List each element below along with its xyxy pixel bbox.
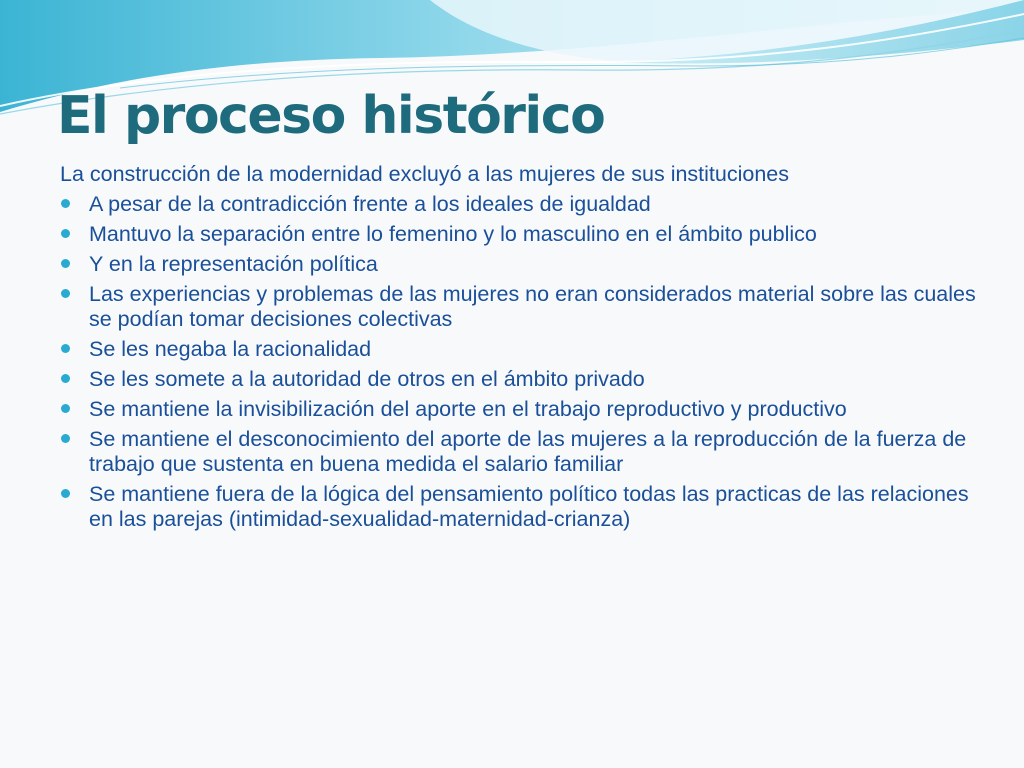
- bullet-dot-icon: [61, 289, 70, 298]
- bullet-text: Las experiencias y problemas de las mujeres no eran considerados material sobre las cuales se podían tomar decisiones colectivas: [89, 282, 976, 331]
- bullet-item: [60, 367, 980, 392]
- bullet-dot-icon: [61, 344, 70, 353]
- bullet-item: [60, 482, 980, 532]
- bullet-text: Mantuvo la separación entre lo femenino y lo masculino en el ámbito publico: [89, 222, 817, 246]
- bullet-list: [60, 192, 980, 532]
- bullet-dot-icon: [61, 434, 70, 443]
- bullet-item: [60, 192, 980, 217]
- intro-text: La construcción de la modernidad excluyó a las mujeres de sus instituciones: [60, 162, 790, 186]
- bullet-text: Se mantiene fuera de la lógica del pensamiento político todas las practicas de las relaciones en las parejas (intimidad-sexualidad-maternidad-crianza): [89, 482, 969, 531]
- slide-content: [60, 162, 980, 537]
- bullet-dot-icon: [61, 199, 70, 208]
- bullet-item: [60, 282, 980, 332]
- bullet-item: [60, 397, 980, 422]
- bullet-dot-icon: [61, 229, 70, 238]
- bullet-text: A pesar de la contradicción frente a los ideales de igualdad: [89, 192, 651, 216]
- bullet-dot-icon: [61, 374, 70, 383]
- bullet-dot-icon: [61, 404, 70, 413]
- bullet-text: Se mantiene la invisibilización del aporte en el trabajo reproductivo y productivo: [89, 397, 847, 421]
- bullet-text: Se les negaba la racionalidad: [89, 337, 372, 361]
- bullet-item: [60, 337, 980, 362]
- bullet-text: Se les somete a la autoridad de otros en el ámbito privado: [89, 367, 645, 391]
- bullet-item: [60, 427, 980, 477]
- bullet-text: Y en la representación política: [89, 252, 378, 276]
- bullet-dot-icon: [61, 489, 70, 498]
- bullet-dot-icon: [61, 259, 70, 268]
- bullet-item: [60, 222, 980, 247]
- slide-title: El proceso histórico: [57, 86, 605, 146]
- bullet-item: [60, 252, 980, 277]
- bullet-text: Se mantiene el desconocimiento del aporte de las mujeres a la reproducción de la fuerza de trabajo que sustenta en buena medida el salario familiar: [89, 427, 967, 476]
